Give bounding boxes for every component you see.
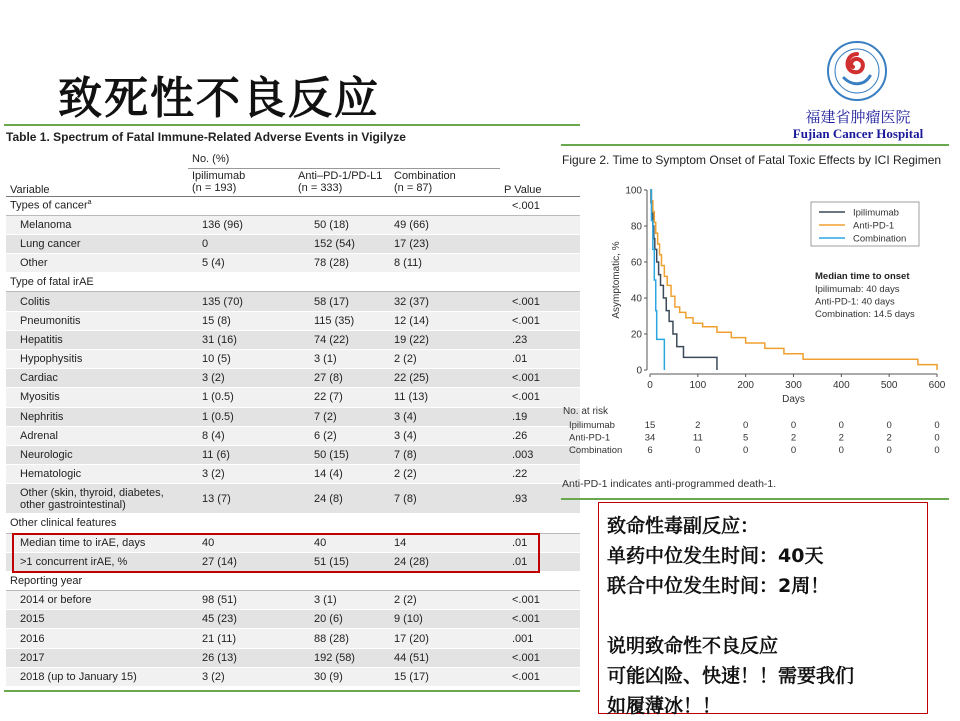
table-cell: 40: [188, 533, 294, 552]
risk-value: 0: [934, 445, 940, 456]
table-cell: .001: [500, 629, 580, 648]
table-cell: [500, 571, 580, 590]
column-header-combination: Combination (n = 87): [390, 168, 500, 196]
risk-value: 2: [886, 432, 892, 444]
y-tick-label: 60: [630, 257, 642, 269]
hospital-name-cn: 福建省肿瘤医院: [805, 108, 911, 126]
table-cell: 136 (96): [188, 215, 294, 234]
table-cell: 88 (28): [294, 629, 390, 648]
table-row: [6, 407, 580, 426]
risk-value: 0: [886, 445, 892, 456]
table-section-row: [6, 273, 580, 292]
column-header-p-value: P Value: [500, 168, 580, 196]
column-header-anti-pd1: Anti–PD-1/PD-L1 (n = 333): [294, 168, 390, 196]
legend-entry: Ipilimumab: [853, 207, 899, 219]
row-label: 2017: [6, 648, 188, 667]
table-cell: [188, 273, 294, 292]
fatal-irae-table: [6, 150, 580, 687]
row-label: Other: [6, 254, 188, 273]
row-label: Hematologic: [6, 465, 188, 484]
row-label: Type of fatal irAE: [6, 273, 188, 292]
table-cell: <.001: [500, 292, 580, 311]
y-tick-label: 20: [630, 329, 642, 341]
table-section-row: [6, 196, 580, 215]
row-label: 2018 (up to January 15): [6, 667, 188, 686]
row-label: Types of cancer$^a$: [6, 196, 188, 215]
risk-value: 0: [743, 420, 749, 431]
table-top-rule: [4, 124, 580, 126]
table-cell: 152 (54): [294, 234, 390, 253]
row-label: Neurologic: [6, 445, 188, 464]
table-row: [6, 648, 580, 667]
table-cell: <.001: [500, 610, 580, 629]
header-group-label: No. (%): [188, 150, 500, 168]
row-label: Colitis: [6, 292, 188, 311]
table-cell: 135 (70): [188, 292, 294, 311]
table-cell: .22: [500, 465, 580, 484]
row-label: 2015: [6, 610, 188, 629]
table-cell: [188, 514, 294, 533]
table-row: [6, 629, 580, 648]
risk-value: 0: [934, 432, 940, 444]
table-cell: 2 (2): [390, 465, 500, 484]
table-cell: 24 (28): [390, 552, 500, 571]
row-label: Adrenal: [6, 426, 188, 445]
table-row: [6, 292, 580, 311]
risk-value: 0: [743, 445, 749, 456]
row-label: Melanoma: [6, 215, 188, 234]
hospital-logo: [826, 40, 888, 102]
table-cell: 50 (15): [294, 445, 390, 464]
table-cell: [500, 514, 580, 533]
table-cell: .19: [500, 407, 580, 426]
table-cell: 3 (2): [188, 369, 294, 388]
table-row: [6, 254, 580, 273]
table-cell: 15 (8): [188, 311, 294, 330]
table-row: [6, 465, 580, 484]
table-cell: 30 (9): [294, 667, 390, 686]
column-header-ipilimumab: Ipilimumab (n = 193): [188, 168, 294, 196]
table-cell: 8 (11): [390, 254, 500, 273]
table-cell: 98 (51): [188, 591, 294, 610]
row-label: Hepatitis: [6, 330, 188, 349]
table-bottom-rule: [4, 690, 580, 692]
series-line-combination: [650, 190, 664, 370]
table-cell: .003: [500, 445, 580, 464]
risk-value: 0: [695, 445, 701, 456]
table-section-row: [6, 571, 580, 590]
row-label: Cardiac: [6, 369, 188, 388]
risk-value: 0: [790, 445, 797, 456]
median-line: Ipilimumab: 40 days: [815, 284, 900, 295]
highlight-box: [12, 533, 540, 573]
table-row: [6, 330, 580, 349]
legend-entry: Combination: [853, 233, 907, 245]
table-row: [6, 311, 580, 330]
table-cell: 21 (11): [188, 629, 294, 648]
table-row: [6, 369, 580, 388]
y-axis-label: Asymptomatic, %: [611, 241, 622, 319]
table-cell: 5 (4): [188, 254, 294, 273]
table-title: Table 1. Spectrum of Fatal Immune-Related Adverse Events in Vigilyze: [6, 130, 406, 144]
table-cell: 49 (66): [390, 215, 500, 234]
risk-value: 2: [695, 420, 701, 431]
table-cell: [390, 514, 500, 533]
figure-title: Figure 2. Time to Symptom Onset of Fatal Toxic Effects by ICI Regimen: [562, 153, 942, 167]
table-cell: 19 (22): [390, 330, 500, 349]
table-cell: [294, 571, 390, 590]
table-cell: <.001: [500, 591, 580, 610]
callout-line: 可能凶险、快速！！需要我们: [607, 665, 855, 687]
callout-line: 联合中位发生时间：2周！: [607, 575, 830, 597]
row-label: Median time to irAE, days: [6, 533, 188, 552]
x-tick-label: 600: [928, 380, 946, 391]
row-label: 2014 or before: [6, 591, 188, 610]
table-row: [6, 388, 580, 407]
callout-line: [607, 601, 919, 631]
table-cell: 0: [188, 234, 294, 253]
table-cell: 58 (17): [294, 292, 390, 311]
figure-bottom-rule: [561, 498, 949, 500]
table-body: [6, 196, 580, 687]
table-cell: 7 (2): [294, 407, 390, 426]
risk-title: No. at risk: [563, 406, 609, 417]
table-cell: 50 (18): [294, 215, 390, 234]
risk-value: 6: [647, 445, 653, 456]
table-cell: 3 (2): [188, 465, 294, 484]
x-axis-label: Days: [782, 394, 805, 405]
table-cell: 11 (13): [390, 388, 500, 407]
risk-row-label: Ipilimumab: [569, 420, 615, 431]
table-cell: 27 (8): [294, 369, 390, 388]
table-cell: 13 (7): [188, 484, 294, 514]
risk-value: 0: [934, 420, 940, 431]
callout-box: [598, 502, 928, 717]
table-cell: 3 (1): [294, 591, 390, 610]
x-tick-label: 500: [880, 380, 898, 391]
table-cell: 17 (23): [390, 234, 500, 253]
risk-value: 2: [838, 432, 844, 444]
table-cell: 1 (0.5): [188, 407, 294, 426]
table-cell: 74 (22): [294, 330, 390, 349]
x-tick-label: 200: [737, 380, 755, 391]
row-label: 2016: [6, 629, 188, 648]
table-row: [6, 445, 580, 464]
table-cell: 17 (20): [390, 629, 500, 648]
table-row: [6, 667, 580, 686]
table-cell: 20 (6): [294, 610, 390, 629]
table-cell: 2 (2): [390, 350, 500, 369]
table-cell: 27 (14): [188, 552, 294, 571]
row-label: Nephritis: [6, 407, 188, 426]
table-cell: 12 (14): [390, 311, 500, 330]
table-cell: <.001: [500, 667, 580, 686]
row-label: Pneumonitis: [6, 311, 188, 330]
y-tick-label: 0: [636, 365, 642, 377]
table-cell: [390, 571, 500, 590]
table-cell: [390, 273, 500, 292]
row-label: >1 concurrent irAE, %: [6, 552, 188, 571]
table-cell: 1 (0.5): [188, 388, 294, 407]
km-chart: [561, 144, 949, 500]
table-cell: .01: [500, 350, 580, 369]
table-row: [6, 215, 580, 234]
row-label: Lung cancer: [6, 234, 188, 253]
median-line: Combination: 14.5 days: [815, 309, 915, 320]
table-cell: 10 (5): [188, 350, 294, 369]
table-cell: 115 (35): [294, 311, 390, 330]
table-cell: .01: [500, 533, 580, 552]
table-cell: <.001: [500, 311, 580, 330]
table-cell: 3 (4): [390, 426, 500, 445]
table-cell: [188, 571, 294, 590]
x-tick-label: 300: [785, 380, 802, 391]
risk-value: 0: [838, 420, 844, 431]
median-title: Median time to onset: [815, 271, 910, 282]
table-cell: 78 (28): [294, 254, 390, 273]
callout-line: 致命性毒副反应：: [607, 515, 760, 537]
table-cell: [294, 273, 390, 292]
table-cell: 40: [294, 533, 390, 552]
table-row: [6, 426, 580, 445]
table-cell: 11 (6): [188, 445, 294, 464]
table-cell: 45 (23): [188, 610, 294, 629]
x-tick-label: 100: [689, 380, 707, 391]
median-line: Anti-PD-1: 40 days: [815, 296, 895, 308]
table-cell: 3 (4): [390, 407, 500, 426]
y-tick-label: 40: [630, 293, 642, 305]
risk-value: 2: [790, 432, 797, 444]
risk-value: 0: [790, 420, 797, 431]
risk-row-label: Combination: [569, 445, 623, 456]
risk-value: 0: [886, 420, 892, 431]
table-cell: [390, 196, 500, 215]
row-label: Reporting year: [6, 571, 188, 590]
risk-value: 11: [692, 432, 703, 444]
table-cell: 8 (4): [188, 426, 294, 445]
table-section-row: [6, 514, 580, 533]
table-cell: 9 (10): [390, 610, 500, 629]
table-cell: 24 (8): [294, 484, 390, 514]
table-row: [6, 350, 580, 369]
table-row: [6, 234, 580, 253]
hospital-logo-icon: [826, 40, 888, 102]
figure-note: Anti-PD-1 indicates anti-programmed death-1.: [562, 478, 777, 490]
hospital-name-en: Fujian Cancer Hospital: [792, 126, 924, 141]
table-cell: 14: [390, 533, 500, 552]
table-cell: 2 (2): [390, 591, 500, 610]
risk-value: 34: [644, 432, 656, 444]
risk-value: 0: [838, 445, 844, 456]
table-row: [6, 610, 580, 629]
table-cell: 22 (25): [390, 369, 500, 388]
table-cell: [188, 196, 294, 215]
table-cell: 51 (15): [294, 552, 390, 571]
table-cell: .26: [500, 426, 580, 445]
table-panel: [4, 124, 580, 692]
table-cell: 3 (1): [294, 350, 390, 369]
table-cell: 7 (8): [390, 484, 500, 514]
table-cell: 192 (58): [294, 648, 390, 667]
table-cell: <.001: [500, 648, 580, 667]
row-label: Hypophysitis: [6, 350, 188, 369]
table-cell: 7 (8): [390, 445, 500, 464]
table-cell: 31 (16): [188, 330, 294, 349]
table-cell: 15 (17): [390, 667, 500, 686]
table-cell: <.001: [500, 369, 580, 388]
risk-value: 5: [743, 432, 749, 444]
table-cell: <.001: [500, 388, 580, 407]
x-tick-label: 400: [832, 380, 850, 391]
legend-entry: Anti-PD-1: [853, 220, 895, 232]
table-row: [6, 484, 580, 514]
slide-title: 致死性不良反应: [58, 73, 380, 124]
series-line-ipilimumab: [650, 190, 717, 370]
y-tick-label: 100: [625, 185, 642, 197]
table-cell: 44 (51): [390, 648, 500, 667]
figure-panel: [561, 144, 949, 500]
table-cell: 32 (37): [390, 292, 500, 311]
x-tick-label: 0: [647, 380, 653, 391]
callout-line: 说明致命性不良反应: [607, 635, 779, 657]
table-cell: 22 (7): [294, 388, 390, 407]
table-cell: 6 (2): [294, 426, 390, 445]
table-cell: [294, 514, 390, 533]
row-label: Other (skin, thyroid, diabetes, other gastrointestinal): [6, 484, 188, 514]
table-cell: 26 (13): [188, 648, 294, 667]
table-cell: .01: [500, 552, 580, 571]
row-label: Myositis: [6, 388, 188, 407]
risk-row-label: Anti-PD-1: [569, 432, 611, 444]
table-cell: <.001: [500, 196, 580, 215]
table-cell: 3 (2): [188, 667, 294, 686]
callout-line: 单药中位发生时间：40天: [607, 545, 824, 567]
column-header-variable: Variable: [6, 168, 188, 196]
row-label: Other clinical features: [6, 514, 188, 533]
table-row: [6, 591, 580, 610]
table-cell: .23: [500, 330, 580, 349]
y-tick-label: 80: [630, 221, 642, 233]
table-cell: 14 (4): [294, 465, 390, 484]
table-cell: .93: [500, 484, 580, 514]
callout-line: 如履薄冰！！: [607, 695, 722, 717]
risk-value: 15: [644, 420, 656, 431]
table-cell: [294, 196, 390, 215]
